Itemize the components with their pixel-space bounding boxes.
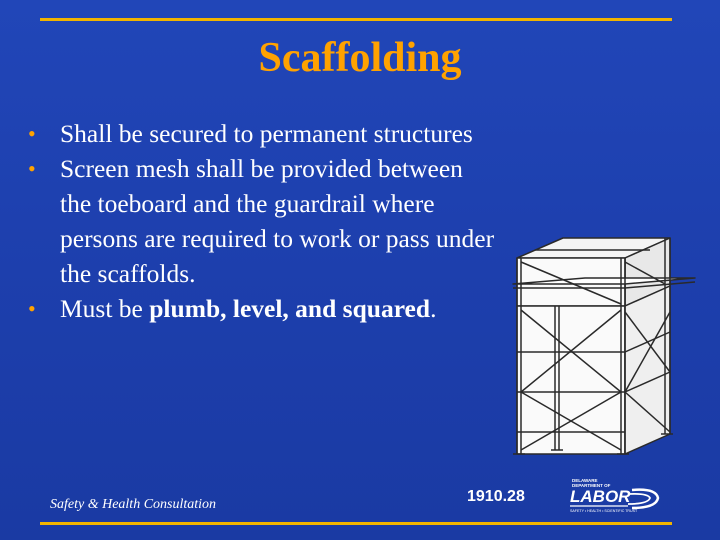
scaffold-illustration	[505, 232, 700, 462]
bullet-item	[28, 291, 498, 326]
bullet-item	[28, 151, 498, 291]
bullet-text: Screen mesh shall be provided between the toeboard and the guardrail where persons are required to work or pass under the scaffolds.	[60, 154, 495, 288]
bullet-marker: •	[28, 156, 36, 181]
logo-word: LABOR	[570, 487, 631, 506]
bullet-text: Must be	[60, 294, 150, 323]
department-of-labor-logo	[566, 476, 662, 516]
regulation-code: 1910.28	[467, 488, 525, 505]
slide-title: Scaffolding	[258, 35, 462, 81]
bullet-marker: •	[28, 121, 36, 146]
logo-tagline: SAFETY • HEALTH • SCIENTIFIC TRUST	[570, 509, 638, 513]
bullet-text: .	[430, 294, 437, 323]
logo-line1: DELAWARE	[572, 478, 598, 483]
bullet-text: plumb, level, and squared	[149, 294, 431, 323]
logo-line2: DEPARTMENT OF	[572, 483, 611, 488]
bullet-list	[28, 116, 498, 326]
bullet-marker: •	[28, 296, 36, 321]
bottom-rule	[40, 522, 672, 525]
bullet-item	[28, 116, 498, 151]
footer-organization: Safety & Health Consultation	[50, 497, 217, 512]
bullet-text: Shall be secured to permanent structures	[60, 119, 473, 148]
top-rule	[40, 18, 672, 21]
